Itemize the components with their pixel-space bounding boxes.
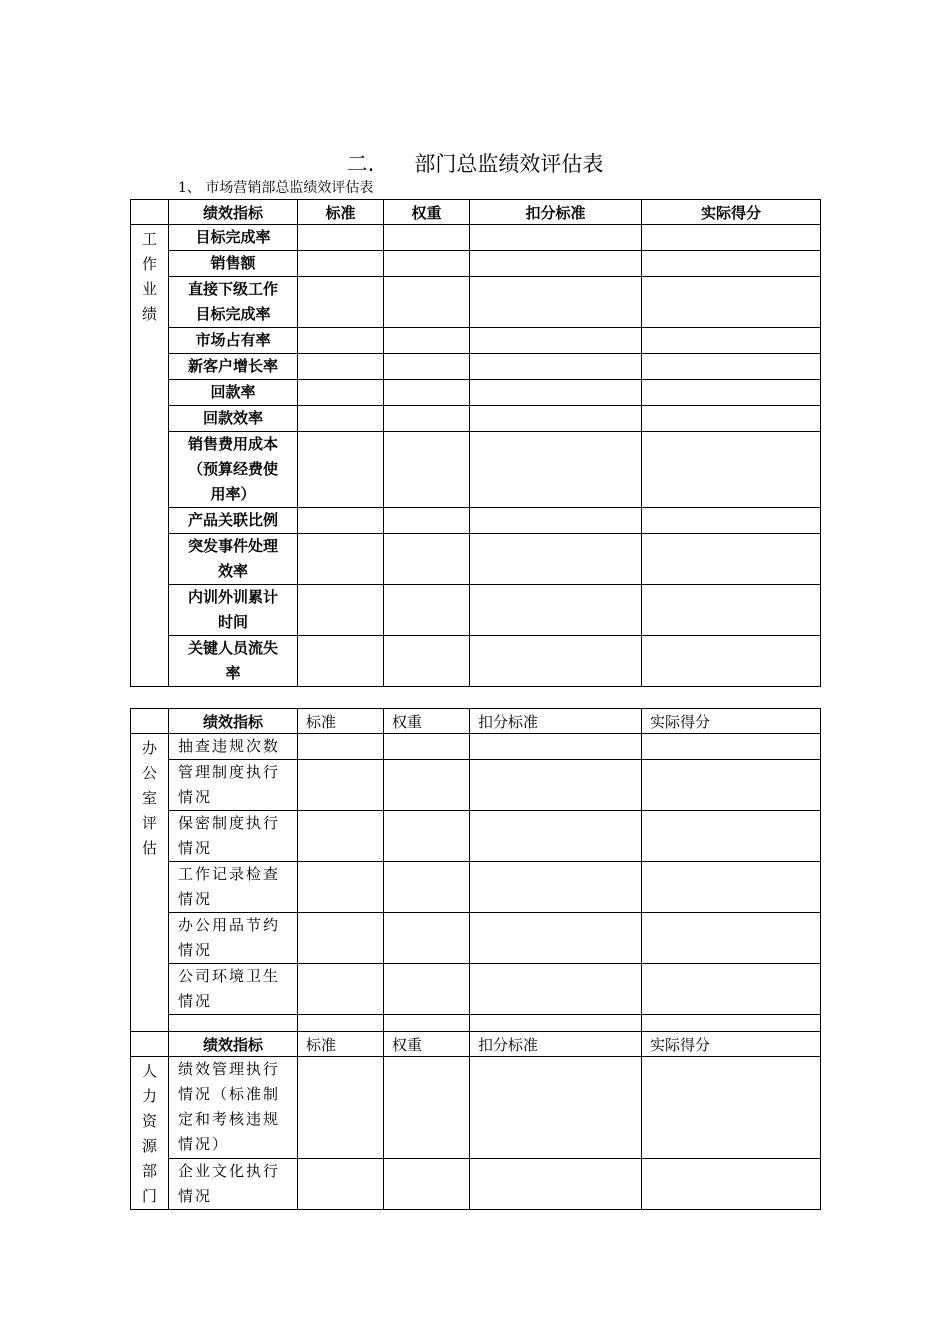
- header-score: 实际得分: [642, 709, 821, 734]
- weight-cell[interactable]: [384, 1158, 470, 1209]
- score-cell[interactable]: [642, 1015, 821, 1032]
- indicator-cell: 直接下级工作 目标完成率: [169, 277, 298, 328]
- page-title: [0, 148, 950, 178]
- standard-cell[interactable]: [298, 328, 384, 354]
- score-cell[interactable]: [642, 508, 821, 534]
- table-header-row: [131, 1032, 821, 1057]
- header-indicator: 绩效指标: [169, 709, 298, 734]
- header-weight: 权重: [384, 1032, 470, 1057]
- deduction-cell[interactable]: [470, 251, 642, 277]
- category-cell: 办 公 室 评 估: [131, 734, 169, 1032]
- indicator-cell: 回款效率: [169, 406, 298, 432]
- indicator-cell: 管理制度执行 情况: [169, 760, 298, 811]
- score-cell[interactable]: [642, 636, 821, 687]
- weight-cell[interactable]: [384, 354, 470, 380]
- weight-cell[interactable]: [384, 913, 470, 964]
- indicator-cell: 突发事件处理 效率: [169, 534, 298, 585]
- standard-cell[interactable]: [298, 534, 384, 585]
- indicator-cell: 新客户增长率: [169, 354, 298, 380]
- indicator-cell: 市场占有率: [169, 328, 298, 354]
- score-cell[interactable]: [642, 913, 821, 964]
- header-standard: 标准: [298, 200, 384, 225]
- score-cell[interactable]: [642, 277, 821, 328]
- standard-cell[interactable]: [298, 585, 384, 636]
- indicator-cell: 内训外训累计 时间: [169, 585, 298, 636]
- deduction-cell[interactable]: [470, 277, 642, 328]
- table-header-row: [131, 709, 821, 734]
- indicator-cell: 回款率: [169, 380, 298, 406]
- deduction-cell[interactable]: [470, 811, 642, 862]
- standard-cell[interactable]: [298, 760, 384, 811]
- deduction-cell[interactable]: [470, 913, 642, 964]
- table-row: [131, 1158, 821, 1209]
- score-cell[interactable]: [642, 1057, 821, 1159]
- weight-cell[interactable]: [384, 862, 470, 913]
- empty-cell[interactable]: [169, 1015, 298, 1032]
- table-row: [131, 964, 821, 1015]
- header-deduction: 扣分标准: [470, 709, 642, 734]
- indicator-cell: 工作记录检查 情况: [169, 862, 298, 913]
- header-standard: 标准: [298, 1032, 384, 1057]
- indicator-cell: 销售费用成本 （预算经费使 用率）: [169, 432, 298, 508]
- standard-cell[interactable]: [298, 432, 384, 508]
- standard-cell[interactable]: [298, 1015, 384, 1032]
- score-cell[interactable]: [642, 760, 821, 811]
- header-score: 实际得分: [642, 1032, 821, 1057]
- weight-cell[interactable]: [384, 811, 470, 862]
- deduction-cell[interactable]: [470, 406, 642, 432]
- deduction-cell[interactable]: [470, 585, 642, 636]
- standard-cell[interactable]: [298, 251, 384, 277]
- indicator-cell: 办公用品节约 情况: [169, 913, 298, 964]
- score-cell[interactable]: [642, 534, 821, 585]
- deduction-cell[interactable]: [470, 508, 642, 534]
- deduction-cell[interactable]: [470, 534, 642, 585]
- table-row: [131, 251, 821, 277]
- weight-cell[interactable]: [384, 964, 470, 1015]
- deduction-cell[interactable]: [470, 1057, 642, 1159]
- header-indicator: 绩效指标: [169, 1032, 298, 1057]
- standard-cell[interactable]: [298, 1057, 384, 1159]
- weight-cell[interactable]: [384, 1015, 470, 1032]
- header-weight: 权重: [384, 709, 470, 734]
- weight-cell[interactable]: [384, 1057, 470, 1159]
- weight-cell[interactable]: [384, 380, 470, 406]
- deduction-cell[interactable]: [470, 432, 642, 508]
- table-header-row: [131, 200, 821, 225]
- weight-cell[interactable]: [384, 508, 470, 534]
- indicator-cell: 关键人员流失 率: [169, 636, 298, 687]
- table-row: [131, 534, 821, 585]
- table-row: [131, 913, 821, 964]
- table-row: [131, 406, 821, 432]
- indicator-cell: 目标完成率: [169, 225, 298, 251]
- score-cell[interactable]: [642, 328, 821, 354]
- score-cell[interactable]: [642, 380, 821, 406]
- indicator-cell: 公司环境卫生 情况: [169, 964, 298, 1015]
- category-cell: 工 作 业 绩: [131, 225, 169, 687]
- header-score: 实际得分: [642, 200, 821, 225]
- header-deduction: 扣分标准: [470, 200, 642, 225]
- header-blank: [131, 1032, 169, 1057]
- score-cell[interactable]: [642, 432, 821, 508]
- table-row: [131, 328, 821, 354]
- table-row: [131, 354, 821, 380]
- standard-cell[interactable]: [298, 1158, 384, 1209]
- score-cell[interactable]: [642, 964, 821, 1015]
- standard-cell[interactable]: [298, 636, 384, 687]
- weight-cell[interactable]: [384, 251, 470, 277]
- standard-cell[interactable]: [298, 913, 384, 964]
- header-deduction: 扣分标准: [470, 1032, 642, 1057]
- deduction-cell[interactable]: [470, 1015, 642, 1032]
- table-row: [131, 636, 821, 687]
- deduction-cell[interactable]: [470, 862, 642, 913]
- weight-cell[interactable]: [384, 534, 470, 585]
- score-cell[interactable]: [642, 225, 821, 251]
- score-cell[interactable]: [642, 862, 821, 913]
- standard-cell[interactable]: [298, 277, 384, 328]
- score-cell[interactable]: [642, 354, 821, 380]
- header-blank: [131, 709, 169, 734]
- table-row: [131, 508, 821, 534]
- category-cell: 人 力 资 源 部 门: [131, 1057, 169, 1210]
- score-cell[interactable]: [642, 734, 821, 760]
- deduction-cell[interactable]: [470, 1158, 642, 1209]
- indicator-cell: 抽查违规次数: [169, 734, 298, 760]
- title-text: 部门总监绩效评估表: [414, 152, 604, 176]
- standard-cell[interactable]: [298, 964, 384, 1015]
- deduction-cell[interactable]: [470, 734, 642, 760]
- table-row: [131, 225, 821, 251]
- indicator-cell: 销售额: [169, 251, 298, 277]
- indicator-cell: 产品关联比例: [169, 508, 298, 534]
- indicator-cell: 绩效管理执行 情况（标准制 定和考核违规 情况）: [169, 1057, 298, 1159]
- subtitle: 1、 市场营销部总监绩效评估表: [178, 180, 374, 196]
- standard-cell[interactable]: [298, 380, 384, 406]
- weight-cell[interactable]: [384, 585, 470, 636]
- score-cell[interactable]: [642, 585, 821, 636]
- standard-cell[interactable]: [298, 508, 384, 534]
- table-row: [131, 380, 821, 406]
- score-cell[interactable]: [642, 406, 821, 432]
- standard-cell[interactable]: [298, 354, 384, 380]
- table-row: [131, 432, 821, 508]
- table-row: [131, 585, 821, 636]
- standard-cell[interactable]: [298, 862, 384, 913]
- header-standard: 标准: [298, 709, 384, 734]
- weight-cell[interactable]: [384, 760, 470, 811]
- table-row: [131, 1015, 821, 1032]
- weight-cell[interactable]: [384, 734, 470, 760]
- table-row: [131, 277, 821, 328]
- weight-cell[interactable]: [384, 225, 470, 251]
- table-row: [131, 760, 821, 811]
- sales-director-table: [130, 199, 821, 687]
- deduction-cell[interactable]: [470, 964, 642, 1015]
- weight-cell[interactable]: [384, 277, 470, 328]
- table-row: [131, 811, 821, 862]
- score-cell[interactable]: [642, 1158, 821, 1209]
- deduction-cell[interactable]: [470, 380, 642, 406]
- title-number: 二.: [346, 152, 375, 176]
- deduction-cell[interactable]: [470, 328, 642, 354]
- table-row: [131, 1057, 821, 1159]
- score-cell[interactable]: [642, 811, 821, 862]
- deduction-cell[interactable]: [470, 760, 642, 811]
- weight-cell[interactable]: [384, 636, 470, 687]
- deduction-cell[interactable]: [470, 225, 642, 251]
- indicator-cell: 保密制度执行 情况: [169, 811, 298, 862]
- header-weight: 权重: [384, 200, 470, 225]
- deduction-cell[interactable]: [470, 354, 642, 380]
- table-row: [131, 862, 821, 913]
- standard-cell[interactable]: [298, 225, 384, 251]
- deduction-cell[interactable]: [470, 636, 642, 687]
- standard-cell[interactable]: [298, 734, 384, 760]
- header-blank: [131, 200, 169, 225]
- standard-cell[interactable]: [298, 406, 384, 432]
- standard-cell[interactable]: [298, 811, 384, 862]
- office-hr-table: [130, 708, 821, 1210]
- indicator-cell: 企业文化执行 情况: [169, 1158, 298, 1209]
- table-row: [131, 734, 821, 760]
- weight-cell[interactable]: [384, 406, 470, 432]
- weight-cell[interactable]: [384, 432, 470, 508]
- weight-cell[interactable]: [384, 328, 470, 354]
- score-cell[interactable]: [642, 251, 821, 277]
- header-indicator: 绩效指标: [169, 200, 298, 225]
